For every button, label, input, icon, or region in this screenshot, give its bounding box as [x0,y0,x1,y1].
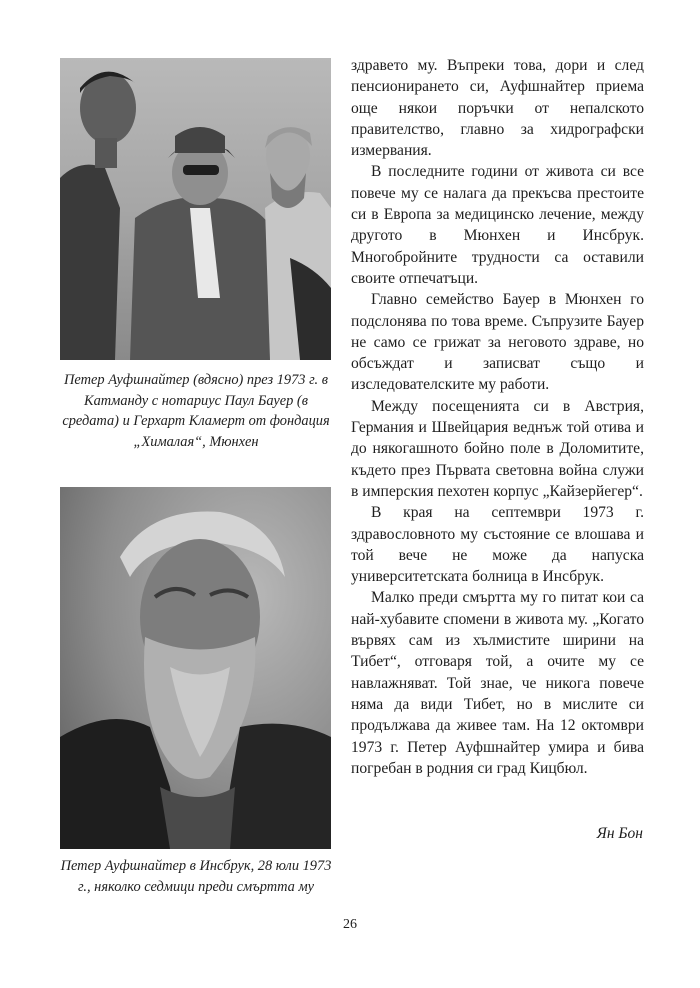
paragraph: Между посещенията си в Австрия, Германия и Швейцария веднъж той отива и до някогашното бойно поле в Доломитите, където през Първата световна война служи в имперския пехотен корпус „Кайзерйегер“. [351,397,644,500]
article-body [351,55,644,779]
photo-portrait [60,487,331,849]
paragraph: В последните години от живота си все повече му се налага да прекъсва престоите си в Европа за медицинско лечение, между другото в Мюнхен и Инсбрук. Многобройните трудности са оставили своите отпечатъци. [351,163,644,287]
paragraph: здравето му. Въпреки това, дори и след пенсионирането си, Ауфшнайтер приема още някои поръчки от непалското правителство, главно за хидрографски измервания. [351,57,644,160]
photo-three-men-image [60,58,331,360]
author-signature: Ян Бон [596,825,643,842]
paragraph: Главно семейство Бауер в Мюнхен го подслонява по това време. Съпрузите Бауер не само се грижат за неговото здраве, но обсъждат и записват също и изследователските му работи. [351,291,644,394]
photo-portrait-image [60,487,331,849]
photo-three-men [60,58,331,360]
paragraph: Малко преди смъртта му го питат кои са най-хубавите спомени в живота му. „Когато вървях сам из хълмистите ширини на Тибет“, отговаря той, а очите му се навлажняват. Той знае, че никога повече няма да види Тибет, но в мислите си продължава да живее там. На 12 октомври 1973 г. Петер Ауфшнайтер умира и бива погребан в родния си град Кицбюл. [351,589,644,777]
page-number: 26 [343,917,357,932]
photo-caption-1: Петер Ауфшнайтер (вдясно) през 1973 г. в Катманду с нотариус Паул Бауер (в средата) и Герхарт Кламерт от фондация „Хималая“, Мюнхен [62,372,330,450]
photo-caption-2: Петер Ауфшнайтер в Инсбрук, 28 юли 1973 г., няколко седмици преди смъртта му [60,858,332,895]
paragraph: В края на септември 1973 г. здравословното му състояние се влошава и той вече не може да напуска университетската болница в Инсбрук. [351,504,644,586]
